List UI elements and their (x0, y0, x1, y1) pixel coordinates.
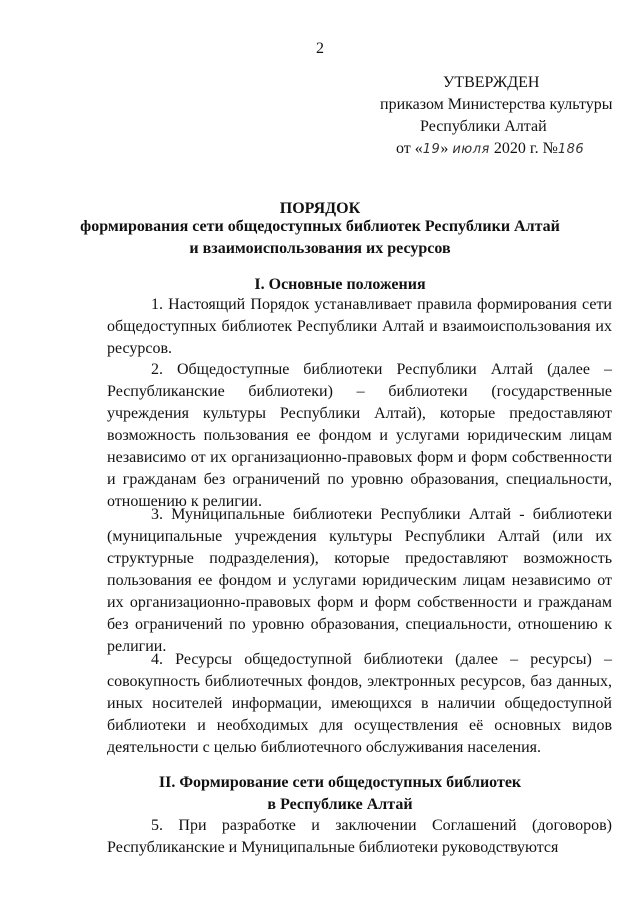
date-year: 2020 г. № (489, 140, 558, 157)
approval-heading: УТВЕРЖДЕН (443, 74, 540, 91)
page-number: 2 (316, 40, 324, 57)
paragraph-5: 5. При разработке и заключении Соглашений (договоров) Республиканские и Муниципальные библиотеки руководствуются (107, 817, 612, 856)
paragraph-2: 2. Общедоступные библиотеки Республики Алтай (далее – Республиканские библиотеки) – библиотеки (государственные учреждения культуры Республики Алтай), которые предоставляют возможность пользования ее фондом и услугами юридическим лицам независимо от их организационно-правовых форм и форм собственности и гражданам без ограничений по уровню образования, специальности, отношению к религии. (107, 361, 612, 510)
date-prefix: от « (396, 140, 423, 157)
document-subtitle-line1: формирования сети общедоступных библиотек Республики Алтай (80, 218, 560, 235)
handwritten-order-number: 186 (557, 142, 585, 157)
approval-date-line (380, 138, 630, 161)
approval-republic-line: Республики Алтай (420, 118, 547, 135)
paragraph-1: 1. Настоящий Порядок устанавливает правила формирования сети общедоступных библиотек Республики Алтай и взаимоиспользования их ресурсов. (107, 296, 612, 357)
document-subtitle-line2: и взаимоиспользования их ресурсов (189, 240, 451, 257)
approval-order-line: приказом Министерства культуры (380, 96, 613, 113)
approval-block (380, 72, 630, 161)
paragraph-3: 3. Муниципальные библиотеки Республики Алтай - библиотеки (муниципальные учреждения культуры Республики Алтай (или их структурные подразделения), которые предоставляют возможность пользования ее фондом и услугами юридическим лицам независимо от их организационно-правовых форм и форм собственности и гражданам без ограничений по уровню образования, специальности, отношению к религии. (107, 506, 612, 655)
document-title: ПОРЯДОК (279, 200, 361, 217)
handwritten-day: 19 (422, 142, 441, 157)
handwritten-month: июля (452, 142, 490, 157)
date-mid: » (440, 140, 453, 157)
section-heading-2-line1: II. Формирование сети общедоступных библиотек (158, 774, 522, 791)
paragraph-4: 4. Ресурсы общедоступной библиотеки (далее – ресурсы) – совокупность библиотечных фондов, электронных ресурсов, баз данных, иных носителей информации, имеющихся в наличии общедоступной библиотеки и необходимых для осуществления её основных видов деятельности с целью библиотечного обслуживания населения. (107, 651, 612, 756)
section-heading-2-line2: в Республике Алтай (267, 796, 413, 813)
section-heading-1: I. Основные положения (254, 276, 426, 293)
